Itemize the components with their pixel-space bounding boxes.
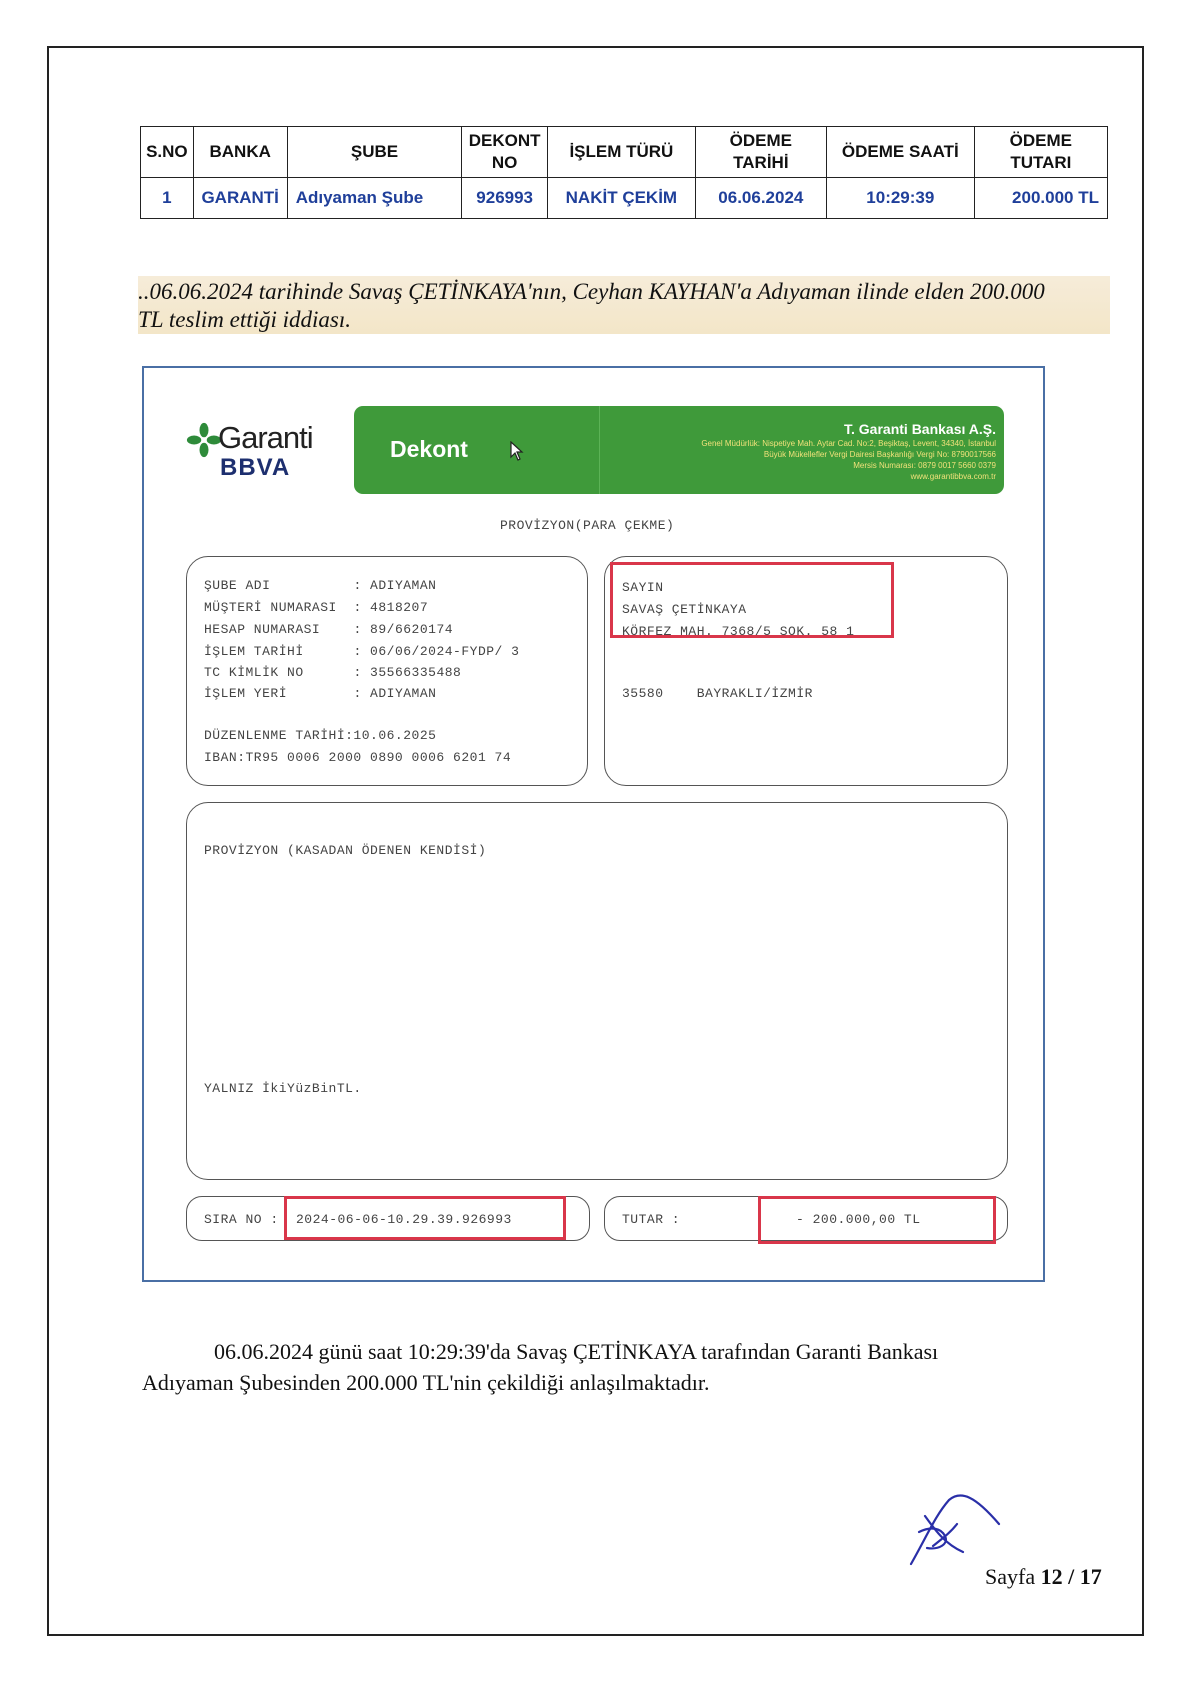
- table-header-row: [141, 127, 1108, 178]
- info-value: : 06/06/2024-FYDP/ 3: [353, 644, 520, 659]
- header-sube: ŞUBE: [287, 127, 462, 178]
- logo-garanti-text: Garanti: [218, 420, 313, 455]
- cell-odeme-tarihi: 06.06.2024: [695, 178, 826, 219]
- cell-sube: Adıyaman Şube: [287, 178, 462, 219]
- info-value: : ADIYAMAN: [353, 686, 437, 701]
- header-odeme-tarihi: ÖDEME TARİHİ: [695, 127, 826, 178]
- sira-no-label: SIRA NO :: [204, 1212, 279, 1227]
- mouse-cursor-icon: [510, 441, 524, 461]
- info-row-islem-tarihi: [204, 644, 519, 659]
- iban: IBAN:TR95 0006 2000 0890 0006 6201 74: [204, 750, 512, 765]
- info-label: HESAP NUMARASI: [204, 622, 354, 637]
- header-odeme-tutari: ÖDEME TUTARI: [974, 127, 1107, 178]
- address-highlight-box: [610, 562, 894, 638]
- page-prefix: Sayfa: [985, 1564, 1036, 1589]
- description-text: PROVİZYON (KASADAN ÖDENEN KENDİSİ): [204, 843, 487, 858]
- banner-bank-name: T. Garanti Bankası A.Ş.: [844, 421, 996, 437]
- description-box: [186, 802, 1008, 1180]
- cell-banka: GARANTİ: [193, 178, 287, 219]
- address-street: KÖRFEZ MAH. 7368/5 SOK. 58 1: [622, 624, 855, 639]
- conclusion-paragraph: [142, 1336, 1072, 1398]
- info-value: : 35566335488: [353, 665, 462, 680]
- info-row-islem-yeri: [204, 686, 436, 701]
- signature-image: [905, 1486, 1005, 1570]
- payment-summary-table: [140, 126, 1108, 219]
- bank-address-line: Genel Müdürlük: Nispetiye Mah. Aytar Cad. No:2, Beşiktaş, Levent, 34340, İstanbul: [701, 439, 996, 448]
- claim-text: [138, 278, 1113, 334]
- conclusion-line-1-text: 06.06.2024 günü saat 10:29:39'da Savaş ÇETİNKAYA tarafından Garanti Bankası: [214, 1339, 939, 1364]
- cell-odeme-tutari: 200.000 TL: [974, 178, 1107, 219]
- cell-islem-turu: NAKİT ÇEKİM: [548, 178, 696, 219]
- cell-odeme-saati: 10:29:39: [826, 178, 974, 219]
- bank-address-line: www.garantibbva.com.tr: [910, 472, 996, 481]
- sira-no-value: 2024-06-06-10.29.39.926993: [296, 1212, 512, 1227]
- info-row-sube: [204, 578, 436, 593]
- page-separator: /: [1068, 1564, 1075, 1589]
- info-value: : 4818207: [353, 600, 429, 615]
- info-label: MÜŞTERİ NUMARASI: [204, 600, 354, 615]
- tutar-value: - 200.000,00 TL: [796, 1212, 921, 1227]
- header-banka: BANKA: [193, 127, 287, 178]
- page-total: 17: [1079, 1564, 1102, 1589]
- bank-address-line: Mersis Numarası: 0879 0017 5660 0379: [853, 461, 996, 470]
- receipt-title: PROVİZYON(PARA ÇEKME): [500, 518, 675, 533]
- header-islem-turu: İŞLEM TÜRÜ: [548, 127, 696, 178]
- tutar-highlight-box: [758, 1196, 996, 1244]
- cell-dekont-no: 926993: [462, 178, 548, 219]
- table-row: [141, 178, 1108, 219]
- info-label: İŞLEM TARİHİ: [204, 644, 354, 659]
- info-row-hesap: [204, 622, 453, 637]
- sira-no-highlight-box: [284, 1196, 566, 1240]
- tutar-label: TUTAR :: [622, 1212, 681, 1227]
- info-row-musteri: [204, 600, 428, 615]
- banner-bank-address: [616, 438, 996, 482]
- claim-line-1: ..06.06.2024 tarihinde Savaş ÇETİNKAYA'nın, Ceyhan KAYHAN'a Adıyaman ilinde elden 200.000: [138, 279, 1045, 304]
- conclusion-line-1: [142, 1336, 1072, 1367]
- info-label: İŞLEM YERİ: [204, 686, 354, 701]
- banner-title: Dekont: [390, 436, 468, 462]
- banner-divider: [599, 406, 600, 494]
- cell-sno: 1: [141, 178, 194, 219]
- conclusion-line-2: Adıyaman Şubesinden 200.000 TL'nin çekildiği anlaşılmaktadır.: [142, 1370, 710, 1395]
- address-sayin: SAYIN: [622, 580, 664, 595]
- info-label: TC KİMLİK NO: [204, 665, 354, 680]
- yalniz-text: YALNIZ İkiYüzBinTL.: [204, 1081, 362, 1096]
- header-dekont-no: DEKONT NO: [462, 127, 548, 178]
- header-sno: S.NO: [141, 127, 194, 178]
- garanti-clover-icon: [186, 420, 222, 460]
- info-value: : ADIYAMAN: [353, 578, 437, 593]
- info-label: ŞUBE ADI: [204, 578, 354, 593]
- info-row-tc: [204, 665, 461, 680]
- logo-bbva-text: BBVA: [220, 454, 291, 481]
- header-odeme-saati: ÖDEME SAATİ: [826, 127, 974, 178]
- info-value: : 89/6620174: [353, 622, 454, 637]
- page-number: [985, 1564, 1102, 1590]
- address-name: SAVAŞ ÇETİNKAYA: [622, 602, 747, 617]
- claim-line-2: TL teslim ettiği iddiası.: [138, 307, 351, 332]
- duzenlenme-tarihi: DÜZENLENME TARİHİ:10.06.2025: [204, 728, 437, 743]
- bank-address-line: Büyük Mükellefler Vergi Dairesi Başkanlığı Vergi No: 8790017566: [763, 450, 996, 459]
- address-city: 35580 BAYRAKLI/İZMİR: [622, 686, 813, 701]
- page-current: 12: [1040, 1564, 1063, 1589]
